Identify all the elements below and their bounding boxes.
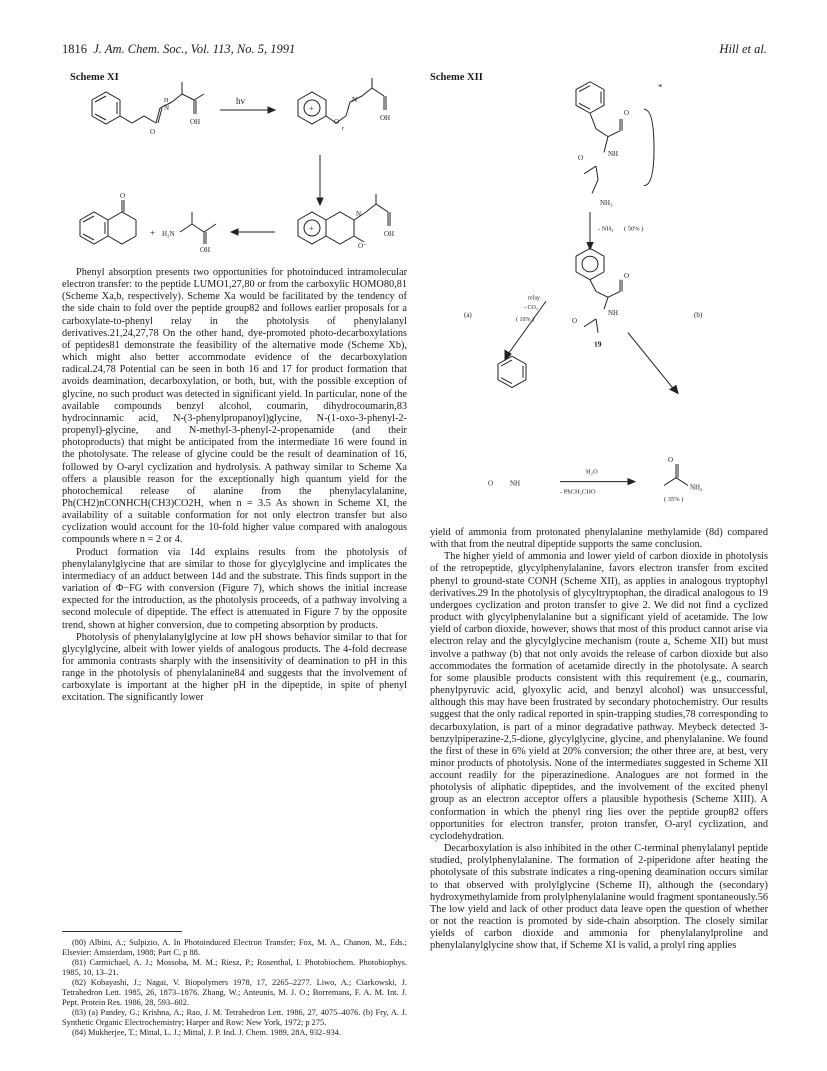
radical-cation-plus-2: +: [309, 224, 314, 233]
footnote-82: (82) Kobayashi, J.; Nagai, V. Biopolymers 1978, 17, 2265–2277. Liwo, A.; Ciarkowski, J. Tetrahedron Lett. 1985, 26, 1873–1876. Zhang, W.; Anteunis, M. J. O.; Borremans, F. A. M. Int. J. Pept. Protein Res. 1986, 28, 593–602.: [62, 978, 407, 1007]
o-label-top-2: O: [624, 110, 630, 118]
o-label-middle-2: O: [624, 272, 630, 280]
compound-19-label: 19: [594, 339, 602, 349]
n-label-3: N: [356, 210, 362, 218]
o-label-top: O: [578, 155, 584, 163]
plus-sign: +: [150, 228, 156, 238]
nh-label-middle: NH: [608, 310, 619, 317]
nh-label-bottom: NH: [510, 480, 521, 488]
right-paragraph-2: The higher yield of ammonia and lower yield of carbon dioxide in photolysis of the retropeptide, glycylphenylalanine, favors electron transfer from excited phenyl to ground-state CONH (Scheme XII), as applies in analogous tryptophyl derivatives.29 In the photolysis of glycyltryptophan, the diradical analogous to 19 undergoes cyclization and proton transfer to give 2. We did not find a cyclized product with glycylphenylalanine but a significant yield of acetamide. The low yield of carbon dioxide, however, shows that most of this product cannot arise via electron relay and the glycylglycine mechanism (route a, Scheme XII) but must involve a pathway (b) that not only avoids the release of carbon dioxide but also accommodates the formation of acetamide directly in the photolysate. A search for some plausible products consistent with this requirement (e.g., coumarin, phenylpyruvic acid, glyoxylic acid, and benzyl alcohol) was unsuccessful, although this may have been frustrated by secondary photochemistry. Our results suggest that the only radical reported in spin-trapping studies,78 corresponding to decarboxylation, is part of a minor degradative pathway. Meybeck detected 3-benzylpiperazine-2,5-dione, glycylglycine, glycine, and phenylalanine. We found the first of these in 6% yield at 20% conversion; the other three are, at best, very minor products of photolysis. None of the intermediates suggested in Scheme XII account readily for the piperazinedione. Analogues are not formed in the photolysis of aliphatic dipeptides, and the involvement of the excited phenyl group as an electron acceptor offers a plausible hypothesis (Scheme XIII). A conformation in which the phenyl ring lies over the peptide group82 offers opportunities for electron transfer, proton transfer, O-aryl cyclization, and cyclodehydration.: [430, 551, 768, 842]
nh-label-top: NH: [608, 151, 619, 159]
right-column-text: [430, 527, 768, 952]
o-label-2: O: [334, 118, 340, 126]
o-minus-label: O⁻: [358, 242, 367, 250]
footnote-83: (83) (a) Pandey, G.; Krishna, A.; Rao, J. M. Tetrahedron Lett. 1986, 27, 4075–4076. (b) Fry, A. J. Synthetic Organic Electrochemistry; Harper and Row: New York, 1972; p 275.: [62, 1008, 407, 1027]
yield-10-label: ( 10% ): [516, 316, 534, 323]
asterisk: *: [658, 81, 663, 92]
scheme-xii-diagram: [448, 70, 758, 511]
right-paragraph-3: Decarboxylation is also inhibited in the other C-terminal phenylalanyl peptide studied, prolylphenylalanine. The formation of 2-piperidone after heating the photolysate of this substrate indicates a ring-opening deamination occurs similar to that observed with prolylglycine (Scheme II), although the (secondary) hydroxymethylamide from prolylphenylalanine would fragment spontaneously.56 The low yield and lack of other product data leave open the question of whether or not the reaction is promoted by side-chain absorption. The closely similar yields of carbon dioxide and ammonia for phenylalanylproline and phenylalanylglycine show that, if Scheme XI is valid, a prolyl ring applies: [430, 843, 768, 952]
n-label-1: N: [164, 104, 170, 112]
left-paragraph-3: Photolysis of phenylalanylglycine at low pH shows behavior similar to that for glycylglycine, albeit with lower yields of analogous products. The 4-fold decrease for ammonia contrasts sharply with the insensitivity of deamination to pH in this range in the photolysis of phenylalanine84 and suggests that the involvement of carboxylate is important at the higher pH in the dipeptide, in spite of phenyl excitation. The significantly lower: [62, 631, 407, 704]
h-label-1: H: [164, 98, 169, 104]
right-paragraph-1: yield of ammonia from protonated phenylalanine methylamide (8d) compared with that from the neutral dipeptide supports the same conclusion.: [430, 527, 768, 551]
left-column-text: [62, 267, 407, 705]
h2o-label: H₂O: [586, 468, 598, 476]
footnote-80: (80) Albini, A.; Sulpizio, A. In Photoinduced Electron Transfer; Fox, M. A., Chanon, M., Eds.; Elsevier: Amsterdam, 1988; Part C, p 88.: [62, 938, 407, 957]
scheme-xii-label: Scheme XII: [430, 72, 483, 83]
minus-phch2cho-label: - PhCH₂CHO: [560, 488, 596, 496]
journal-citation: J. Am. Chem. Soc., Vol. 113, No. 5, 1991: [93, 42, 296, 56]
phenyl-ring-top: [576, 82, 604, 113]
h2n-label: H₂N: [162, 230, 175, 238]
o-label-bottom: O: [488, 480, 494, 488]
author-line: Hill et al.: [719, 42, 767, 56]
minus-nh3-label: - NH₃: [598, 225, 614, 233]
tetralone-ring: [80, 212, 108, 244]
footnote-81: (81) Carmichael, A. J.; Mossoba, M. M.; Riesz, P.; Rosenthal, I. Photobiochem. Photobiophys. 1985, 10, 13–21.: [62, 958, 407, 977]
o-label-1: O: [150, 128, 156, 136]
scheme-xi-diagram: [70, 80, 415, 265]
footnote-rule: [62, 931, 182, 932]
footnotes: [62, 938, 407, 1038]
page-number: 1816: [62, 42, 87, 56]
yield-35-label: ( 35% ): [664, 496, 684, 504]
route-a-label: (a): [464, 312, 472, 319]
yield-50-label: ( 50% ): [624, 225, 644, 233]
nh2-label: NH₂: [690, 484, 703, 492]
phenyl-ring-1: [92, 92, 120, 124]
o-label-3: O: [120, 192, 126, 200]
oh-label-1: OH: [190, 118, 201, 126]
minus-co2-label: - CO₂: [524, 305, 538, 312]
relay-label: relay: [528, 295, 540, 302]
route-b-label: (b): [694, 312, 703, 319]
running-head: [62, 42, 767, 58]
n-label-2: N: [352, 96, 358, 104]
left-paragraph-1: Phenyl absorption presents two opportunities for photoinduced intramolecular electron transfer: to the peptide LUMO1,27,80 or from the carboxylic HOMO80,81 (Scheme Xa,b, respectively). Scheme Xa would be facilitated by the tendency of the side chain to fold over the peptide group82 and follows earlier proposals for a carboxylate-to-phenyl relay in the photolysis of phenylalanyl derivatives.21,24,27,78 On the other hand, dye-promoted photo-decarboxylations of peptides81 demonstrate the feasibility of the alternative mode (Scheme Xb), which might also better accommodate evidence of the decarboxylation radical.24,78 Potential can be seen in both 16 and 17 for product formation that avoids deamination, decarboxylation, or both, but, with the possible exception of glycine, no such product was detected in significant yield. In particular, none of the available compounds benzyl alcohol, coumarin, dihydrocoumarin,83 hydrocinnamic acid, N-(3-phenylpropanoyl)glycine, N-(1-oxo-3-phenyl-2-propenyl)-glycine, and N-methyl-3-phenyl-2-propenamide (and their photoproducts) that might be anticipated from the intermediate 16 were found in the photolysate. The release of glycine could be the result of deamination of 16, followed by O-aryl cyclization and hydrolysis. A pathway similar to Scheme Xa offers a plausible reason for the exceptionally high quantum yield for the photochemical release of alanine from the phenylacylalanine, Ph(CH2)nCONHCH(CH3)CO2H, when n = 3.5 As shown in Scheme XI, the availability of a suitable conformation for not only electron transfer but also cyclization would account for the 10-fold higher value compared with analogous compounds where n = 2 or 4.: [62, 267, 407, 546]
nh3-label: NH₃: [600, 200, 613, 208]
scheme-xi-label: Scheme XI: [70, 72, 119, 83]
footnote-84: (84) Mukherjee, T.; Mittal, L. J.; Mittal, J. P. Ind. J. Chem. 1989, 28A, 932–934.: [72, 1028, 342, 1037]
r-label: r: [342, 126, 344, 132]
o-label-middle: O: [572, 317, 578, 325]
o-label-acetamide: O: [668, 457, 674, 464]
oh-label-2: OH: [380, 114, 391, 122]
radical-cation-plus-1: +: [309, 104, 314, 113]
oh-label-3: OH: [384, 230, 395, 238]
phenyl-ring-bottom: [498, 356, 526, 387]
hv-label: hv: [236, 96, 245, 106]
oh-label-4: OH: [200, 246, 211, 254]
phenyl-ring-middle: [576, 248, 604, 279]
left-paragraph-2: Product formation via 14d explains results from the photolysis of phenylalanylglycine that are similar to those for glycylglycine and implicates the intermediacy of an adduct between 14d and the substrate. This finds support in the variation of Φ−FG with conversion (Figure 7), which shows the initial increase expected for the introduction, as the photolysis proceeds, of a pathway involving a second molecule of dipeptide. The effect is attenuated in Figure 7 by the opposite trend, shown at higher conversion, due to competing absorption by products.: [62, 546, 407, 631]
